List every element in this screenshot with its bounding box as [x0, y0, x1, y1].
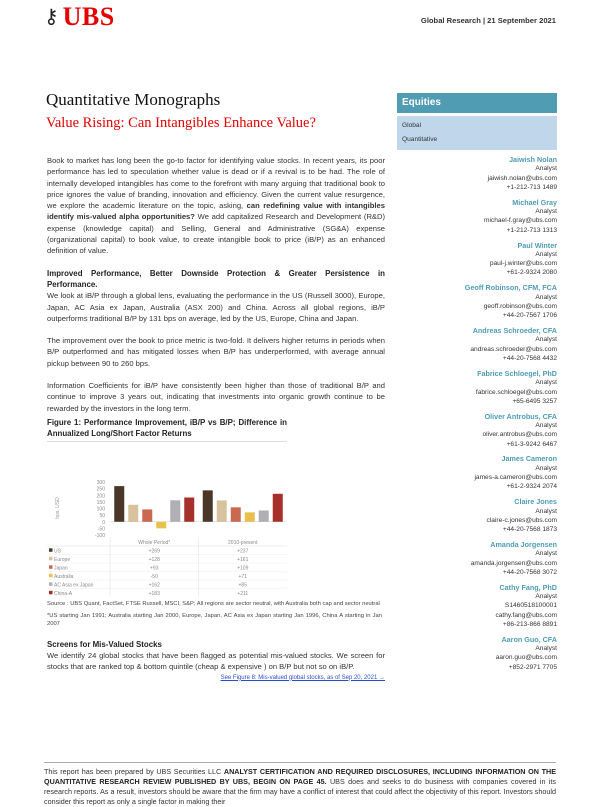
analyst-email[interactable]: geoff.robinson@ubs.com: [483, 302, 557, 310]
text: Book to market has long been the go-to factor for identifying value stocks. In recent years, its poor performance has led to speculation whether value is dead or if a revival is to be had. The role of internally developed intangibles has come to the forefront with many arguing that traditional book to price ignores the value of branding, innovation and efficiency. Given the current value resurgence, we explore the academic literature on the topic, asking,: [47, 156, 385, 211]
header-info: Global Research | 21 September 2021: [420, 16, 556, 25]
y-tick-label: 250: [96, 486, 105, 493]
analyst-email[interactable]: andreas.schroeder@ubs.com: [470, 345, 557, 353]
analyst-entry: [397, 369, 557, 406]
tag: Quantitative: [402, 136, 438, 143]
paragraph: Information Coefficients for iB/P have consistently been higher than those of traditional B/P and continue to improve 3 years out, indicating that investments into organic growth continue to be rewarded by the investors in the long term.: [47, 381, 385, 413]
data-label: +71: [238, 573, 247, 580]
analyst-phone: +61-3-9242 6467: [506, 440, 557, 448]
data-label: +183: [148, 590, 160, 596]
data-label: -50: [150, 573, 158, 580]
disclosure-notice: ANALYST CERTIFICATION AND REQUIRED DISCLOSURES, INCLUDING INFORMATION ON THE QUANTITATIVE RESEARCH REVIEW PUBLISHED BY UBS, BEGIN ON PAGE 45.: [44, 767, 556, 786]
bar-europe: [217, 500, 227, 521]
section-heading: Improved Performance, Better Downside Protection & Greater Persistence in Performance.: [47, 268, 385, 289]
legend-label: Australia: [54, 573, 74, 580]
data-label: +109: [237, 565, 249, 572]
legend-swatch: [49, 582, 53, 586]
intro-paragraph: [47, 155, 385, 257]
analyst-email[interactable]: cathy.fang@ubs.com: [495, 611, 557, 619]
analyst-name: Geoff Robinson, CFM, FCA: [464, 283, 557, 293]
analyst-email[interactable]: fabrice.schloegel@ubs.com: [475, 388, 557, 396]
legend-swatch: [49, 557, 53, 561]
bar-china-a: [273, 494, 283, 522]
text: We add capitalized Research and Development (R&D) expense (knowledge capital) and Selling, General and Administrative (SG&A) expense (organizational capital) to book value, to create intangible book to price (iB/P) as an enhanced definition of value.: [47, 212, 386, 256]
analyst-phone: +1-212-713 1313: [506, 226, 557, 234]
column-header: Whole Period*: [138, 539, 171, 546]
analyst-entry: [397, 454, 557, 491]
y-tick-label: 200: [96, 493, 105, 500]
y-tick-label: 300: [96, 479, 105, 486]
analyst-name: Michael Gray: [512, 197, 557, 207]
analyst-role: Analyst: [535, 336, 557, 344]
analyst-phone: +65-6495 3257: [512, 397, 557, 405]
legend-swatch: [49, 591, 53, 595]
y-tick-label: 150: [96, 499, 105, 506]
analyst-name: Paul Winter: [517, 240, 557, 250]
legend-label: US: [54, 548, 61, 555]
data-label: +162: [148, 582, 160, 589]
y-tick-label: 0: [102, 519, 105, 526]
analyst-phone: +61-2-9324 2074: [506, 483, 557, 491]
data-label: +93: [150, 565, 159, 572]
disclosure-footer: [44, 762, 556, 807]
analyst-name: Jaiwish Nolan: [509, 155, 557, 164]
analyst-email[interactable]: paul-j.winter@ubs.com: [489, 260, 557, 268]
figure-title: Figure 1: Performance Improvement, iB/P vs B/P; Difference in Annualized Long/Short Factor Returns: [47, 417, 287, 442]
analyst-phone: +44-20-7567 1706: [502, 312, 557, 320]
y-tick-label: -100: [94, 532, 105, 539]
analyst-role: Analyst: [535, 208, 557, 216]
analyst-entry: [397, 283, 557, 320]
analyst-entry: [397, 412, 557, 449]
analyst-role: Analyst: [535, 250, 557, 258]
ubs-logo: [44, 2, 115, 32]
analyst-role: Analyst: [535, 165, 557, 173]
legend-label: China-A: [54, 590, 73, 596]
y-tick-label: -50: [97, 526, 105, 533]
analyst-role: Analyst: [535, 645, 557, 653]
key-question: can redefining value with intangibles identify mis-valued alpha opportunities?: [47, 201, 385, 222]
analyst-phone: +44-20-7568 3072: [502, 568, 557, 576]
bar-us: [203, 490, 213, 521]
analyst-entry: [397, 241, 557, 278]
analyst-name: Fabrice Schloegel, PhD: [477, 368, 557, 378]
text: UBS does and seeks to do business with companies covered in its research reports. As a result, investors should be aware that the firm may have a conflict of interest that could affect the objectivity of this report. Investors should consider this report as only a single factor in making their: [44, 777, 556, 806]
y-axis-label: bps, USD: [55, 497, 61, 519]
paragraph: We look at iB/P through a global lens, evaluating the performance in the US (Russell 3000), Europe, Japan, AC Asia ex Japan, Australia (ASX 200) and China. Across all global regions, iB/P outperforms traditional B/P by 131 bps on average, led by the US, Europe, China and Japan.: [47, 291, 385, 323]
y-tick-label: 50: [99, 513, 105, 520]
analyst-phone: +852-2971 7705: [508, 663, 557, 671]
legend-label: Europe: [54, 556, 71, 563]
data-label: +128: [148, 556, 160, 563]
text: We identify 24 global stocks that have been flagged as potential mis-valued stocks. We screen for stocks that are ranked top & bottom quintile (cheap & expensive ) on B/P but not so on iB/P.: [47, 651, 385, 672]
analyst-id: S1460518100001: [504, 602, 557, 610]
legend-label: AC Asia ex Japan: [54, 582, 94, 589]
analyst-phone: +61-2-9324 2080: [506, 269, 557, 277]
figure-1-chart: [47, 446, 287, 596]
analyst-phone: +44-20-7568 4432: [502, 355, 557, 363]
analyst-email[interactable]: james-a.cameron@ubs.com: [474, 474, 557, 482]
analyst-role: Analyst: [535, 593, 557, 601]
analyst-role: Analyst: [535, 421, 557, 429]
analyst-entry: [397, 635, 557, 672]
bar-australia: [156, 522, 166, 529]
page-subtitle: Value Rising: Can Intangibles Enhance Value?: [46, 115, 316, 131]
analyst-name: Oliver Antrobus, CFA: [484, 411, 557, 421]
section-heading: Screens for Mis-Valued Stocks: [47, 639, 162, 649]
analyst-email[interactable]: aaron.guo@ubs.com: [495, 654, 557, 662]
paragraph: [47, 650, 385, 681]
figure-source: Source : UBS Quant, FactSet, FTSE Russell, MSCI, S&P; All regions are sector neutral, with Australia both cap and sector neutral: [47, 600, 380, 607]
analyst-entry: [397, 540, 557, 577]
text: This report has been prepared by UBS Securities LLC: [44, 767, 224, 776]
analyst-email[interactable]: michael-f.gray@ubs.com: [483, 217, 557, 225]
bar-japan: [231, 507, 241, 521]
bar-australia: [245, 512, 255, 521]
legend-label: Japan: [54, 565, 68, 572]
analyst-role: Analyst: [535, 293, 557, 301]
tag: Global: [402, 122, 422, 129]
legend-swatch: [49, 548, 53, 552]
analyst-phone: +44-20-7568 1873: [502, 526, 557, 534]
bar-us: [114, 486, 124, 522]
analyst-name: Andreas Schroeder, CFA: [472, 326, 557, 336]
data-label: +211: [237, 590, 249, 596]
analyst-entry: [397, 326, 557, 363]
bar-europe: [128, 505, 138, 522]
analyst-entry: [397, 497, 557, 534]
data-label: +269: [148, 548, 160, 555]
analyst-email[interactable]: amanda.jorgensen@ubs.com: [470, 559, 557, 567]
bar-ac-asia-ex-japan: [170, 500, 180, 521]
legend-swatch: [49, 565, 53, 569]
analyst-role: Analyst: [535, 550, 557, 558]
analyst-name: Aaron Guo, CFA: [501, 634, 557, 644]
bar-ac-asia-ex-japan: [259, 510, 269, 521]
bar-chart: [47, 446, 287, 596]
figure-8-link[interactable]: See Figure 8: Mis-valued global stocks, as of Sep 20, 2021 →: [220, 674, 385, 681]
analyst-role: Analyst: [535, 464, 557, 472]
paragraph: The improvement over the book to price metric is two-fold. It delivers higher returns in periods when B/P outperformed and has mitigated losses when B/P has underperformed, with average annual pickup between 90 to 260 bps.: [47, 336, 385, 368]
tag-box: [397, 116, 557, 150]
analyst-name: Claire Jones: [514, 497, 557, 507]
y-tick-label: 100: [96, 506, 105, 513]
analyst-list: [397, 155, 557, 678]
bar-china-a: [184, 497, 194, 521]
analyst-email[interactable]: oliver.antrobus@ubs.com: [482, 431, 557, 439]
column-header: 2010-present: [228, 539, 258, 546]
analyst-phone: +1-212-713 1489: [506, 183, 557, 191]
analyst-name: Amanda Jorgensen: [490, 540, 557, 550]
keys-icon: ⚷: [44, 6, 59, 28]
analyst-entry: [397, 155, 557, 192]
main-body: [47, 155, 385, 684]
analyst-entry: [397, 198, 557, 235]
page-title: Quantitative Monographs: [46, 90, 221, 109]
analyst-phone: +86-213-866 8891: [502, 621, 557, 628]
analyst-role: Analyst: [535, 507, 557, 515]
brand-wordmark: UBS: [62, 2, 115, 31]
analyst-email[interactable]: jaiwish.nolan@ubs.com: [487, 174, 557, 182]
figure-footnote: *US starting Jan 1991; Australia starting Jan 2000, Europe, Japan, AC Asia ex Japan starting Jan 1996, China A starting in Jan 2007: [47, 612, 382, 628]
analyst-name: James Cameron: [501, 454, 557, 464]
analyst-email[interactable]: claire-c.jones@ubs.com: [486, 516, 557, 524]
data-label: +85: [238, 582, 247, 589]
analyst-entry: [397, 583, 557, 629]
legend-swatch: [49, 574, 53, 578]
data-label: +237: [237, 548, 249, 555]
analyst-role: Analyst: [535, 379, 557, 387]
category-banner: Equities: [397, 93, 557, 113]
data-label: +161: [237, 556, 249, 563]
analyst-name: Cathy Fang, PhD: [499, 582, 557, 592]
bar-japan: [142, 509, 152, 521]
